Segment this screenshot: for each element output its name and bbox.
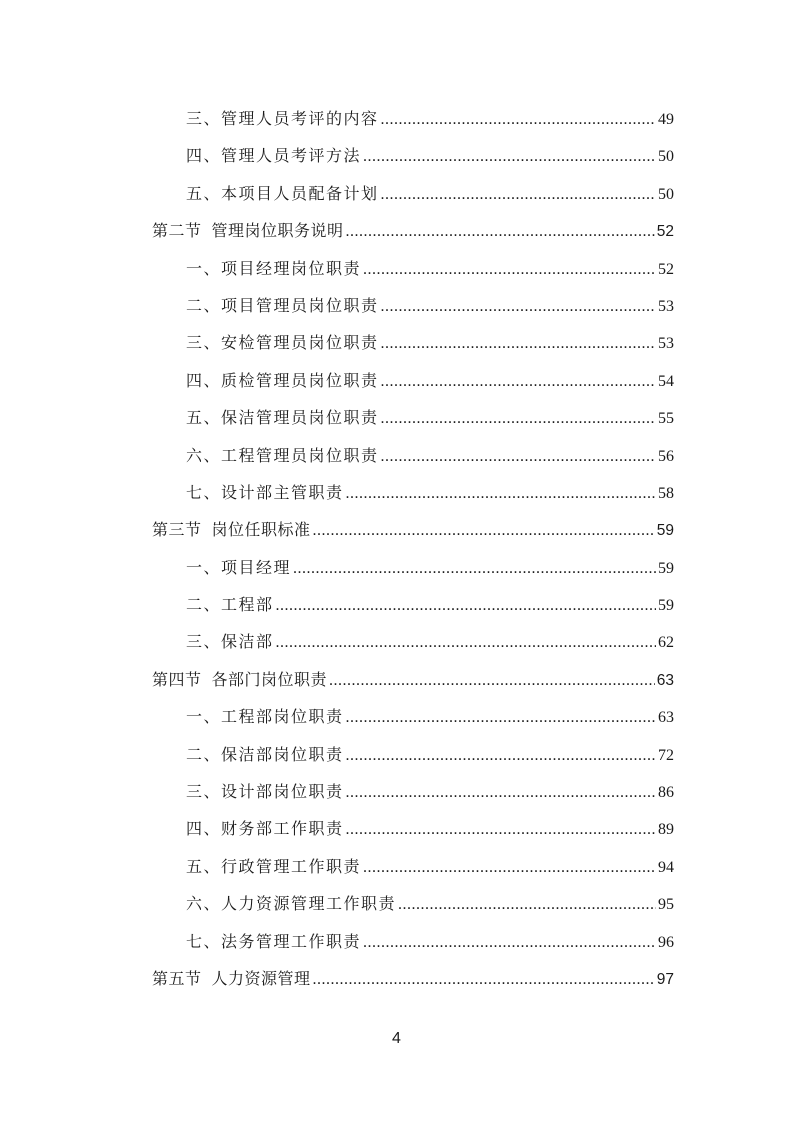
toc-entry-title: 设计部岗位职责	[221, 784, 344, 802]
toc-section-entry[interactable]	[152, 517, 674, 554]
toc-entry-page: 55	[658, 410, 674, 428]
toc-section-entry[interactable]	[152, 966, 674, 1003]
toc-entry-page: 58	[658, 484, 674, 502]
toc-entry-title: 管理岗位职务说明	[211, 223, 344, 241]
toc-entry-page: 94	[658, 858, 674, 876]
toc-entry[interactable]	[152, 443, 674, 480]
dot-leader	[346, 704, 656, 732]
toc-entry-page: 52	[656, 223, 674, 241]
toc-entry[interactable]	[152, 592, 674, 629]
toc-entry-prefix: 六、	[186, 896, 222, 914]
toc-entry-title: 人力资源管理工作职责	[221, 896, 397, 914]
dot-leader	[363, 929, 656, 957]
toc-entry-page: 63	[658, 709, 674, 727]
toc-entry[interactable]	[152, 106, 674, 143]
page-number: 4	[392, 1030, 401, 1047]
toc-entry[interactable]	[152, 181, 674, 218]
dot-leader	[381, 368, 656, 396]
toc-entry-prefix: 五、	[186, 185, 222, 203]
toc-entry[interactable]	[152, 480, 674, 517]
toc-entry-title: 人力资源管理	[211, 970, 311, 988]
dot-leader	[363, 143, 656, 171]
toc-entry-title: 项目管理员岗位职责	[221, 297, 379, 315]
toc-entry-title: 工程部	[221, 597, 274, 615]
toc-entry-prefix: 四、	[186, 821, 222, 839]
dot-leader	[346, 816, 656, 844]
toc-entry-title: 工程部岗位职责	[221, 709, 344, 727]
toc-entry[interactable]	[152, 405, 674, 442]
toc-entry-prefix: 七、	[186, 484, 222, 502]
toc-entry-page: 62	[658, 634, 674, 652]
toc-entry-title: 管理人员考评的内容	[221, 111, 379, 128]
dot-leader	[381, 181, 656, 209]
toc-entry-title: 岗位任职标准	[211, 522, 311, 540]
toc-entry-prefix: 五、	[186, 858, 222, 876]
toc-entry-page: 97	[656, 970, 674, 988]
toc-entry[interactable]	[152, 816, 674, 853]
toc-entry-title: 保洁管理员岗位职责	[221, 410, 379, 428]
toc-entry-title: 各部门岗位职责	[211, 671, 328, 689]
toc-entry-prefix: 第二节	[152, 223, 202, 241]
toc-entry-title: 安检管理员岗位职责	[221, 335, 379, 353]
toc-entry[interactable]	[152, 929, 674, 966]
toc-entry[interactable]	[152, 704, 674, 741]
dot-leader	[381, 106, 656, 134]
toc-entry-title: 工程管理员岗位职责	[221, 447, 379, 465]
toc-entry-prefix: 四、	[186, 372, 222, 390]
toc-entry-prefix: 三、	[186, 335, 222, 353]
toc-entry-prefix: 一、	[186, 559, 222, 577]
toc-entry[interactable]	[152, 368, 674, 405]
toc-entry-page: 50	[658, 148, 674, 166]
dot-leader	[346, 480, 656, 508]
dot-leader	[313, 966, 655, 994]
toc-entry-title: 项目经理	[221, 559, 292, 577]
toc-entry-prefix: 三、	[186, 634, 222, 652]
toc-entry-prefix: 三、	[186, 111, 222, 128]
toc-entry-page: 59	[656, 522, 674, 540]
toc-entry-prefix: 七、	[186, 933, 222, 951]
toc-entry[interactable]	[152, 854, 674, 891]
toc-entry-page: 49	[658, 111, 674, 128]
dot-leader	[329, 667, 655, 695]
toc-entry-page: 96	[658, 933, 674, 951]
toc-entry-title: 财务部工作职责	[221, 821, 344, 839]
toc-entry-prefix: 第三节	[152, 522, 202, 540]
dot-leader	[381, 293, 656, 321]
toc-entry-page: 63	[656, 671, 674, 689]
toc-entry[interactable]	[152, 555, 674, 592]
dot-leader	[363, 256, 656, 284]
toc-entry-title: 本项目人员配备计划	[221, 185, 379, 203]
toc-entry[interactable]	[152, 742, 674, 779]
dot-leader	[346, 742, 656, 770]
toc-entry-page: 86	[658, 784, 674, 802]
toc-entry-prefix: 第五节	[152, 970, 202, 988]
dot-leader	[293, 555, 656, 583]
toc-entry-page: 59	[658, 559, 674, 577]
toc-entry-prefix: 四、	[186, 148, 222, 166]
toc-entry[interactable]	[152, 256, 674, 293]
toc-entry[interactable]	[152, 891, 674, 928]
toc-entry-prefix: 二、	[186, 746, 222, 764]
toc-entry[interactable]	[152, 143, 674, 180]
dot-leader	[276, 629, 656, 657]
toc-entry[interactable]	[152, 330, 674, 367]
toc-section-entry[interactable]	[152, 218, 674, 255]
dot-leader	[346, 218, 655, 246]
toc-entry-page: 53	[658, 297, 674, 315]
toc-section-entry[interactable]	[152, 667, 674, 704]
toc-entry-prefix: 二、	[186, 297, 222, 315]
toc-entry-title: 行政管理工作职责	[221, 858, 362, 876]
dot-leader	[381, 405, 656, 433]
toc-entry-page: 50	[658, 185, 674, 203]
toc-entry-title: 质检管理员岗位职责	[221, 372, 379, 390]
toc-entry-prefix: 一、	[186, 260, 222, 278]
toc-entry-page: 72	[658, 746, 674, 764]
toc-entry-title: 管理人员考评方法	[221, 148, 362, 166]
toc-entry[interactable]	[152, 293, 674, 330]
dot-leader	[398, 891, 656, 919]
toc-entry-page: 54	[658, 372, 674, 390]
toc-entry-page: 89	[658, 821, 674, 839]
toc-entry-page: 52	[658, 260, 674, 278]
toc-entry-title: 项目经理岗位职责	[221, 260, 362, 278]
toc-entry-prefix: 一、	[186, 709, 222, 727]
dot-leader	[363, 854, 656, 882]
toc-entry[interactable]	[152, 779, 674, 816]
toc-entry-page: 95	[658, 896, 674, 914]
dot-leader	[276, 592, 656, 620]
toc-entry-prefix: 六、	[186, 447, 222, 465]
toc-entry-title: 设计部主管职责	[221, 484, 344, 502]
dot-leader	[381, 443, 656, 471]
toc-entry-page: 59	[658, 597, 674, 615]
dot-leader	[381, 330, 656, 358]
toc-entry-prefix: 三、	[186, 784, 222, 802]
toc-entry-prefix: 五、	[186, 410, 222, 428]
toc-entry-title: 保洁部	[221, 634, 274, 652]
dot-leader	[346, 779, 656, 807]
toc-entry-page: 56	[658, 447, 674, 465]
dot-leader	[313, 517, 655, 545]
toc-entry-title: 保洁部岗位职责	[221, 746, 344, 764]
table-of-contents	[152, 106, 674, 1003]
toc-entry[interactable]	[152, 629, 674, 666]
toc-entry-page: 53	[658, 335, 674, 353]
toc-entry-title: 法务管理工作职责	[221, 933, 362, 951]
toc-entry-prefix: 第四节	[152, 671, 202, 689]
toc-entry-prefix: 二、	[186, 597, 222, 615]
